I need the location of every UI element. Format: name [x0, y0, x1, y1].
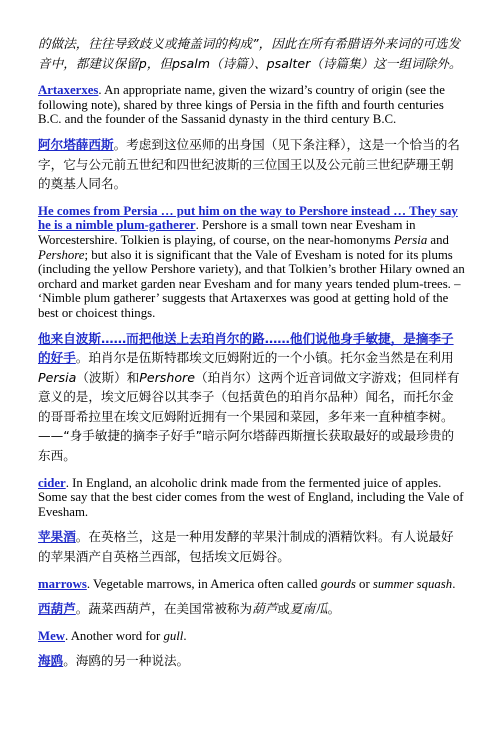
- marrows-zh-end: 。: [327, 601, 341, 617]
- intro-psalm: psalm: [171, 55, 210, 71]
- mew-zh: [38, 651, 466, 671]
- mew-zh-definition: 。海鸥的另一种说法。: [63, 653, 190, 669]
- intro-psalm-zh: （诗篇）、: [209, 55, 267, 71]
- intro-but: ，但: [146, 55, 172, 71]
- cider-zh-definition: 。在英格兰，这是一种用发酵的苹果汁制成的酒精饮料。有人说最好的苹果酒产自英格兰西部，包括埃文厄姆谷。: [38, 529, 454, 565]
- intro-psalter: psalter: [266, 55, 311, 71]
- marrows-zh-squash: 夏南瓜: [289, 601, 328, 617]
- mew-zh-link[interactable]: 海鸥: [38, 653, 64, 669]
- cider-en: [38, 476, 466, 520]
- mew-gull: gull: [163, 628, 184, 643]
- marrows-squash: summer squash: [372, 576, 453, 591]
- artaxerxes-en: [38, 83, 466, 127]
- intro-line-1: 的做法，往往导致歧义或掩盖词的构成”，因此在所有希腊语外来词的可选发: [38, 36, 461, 51]
- mew-en: [38, 629, 466, 644]
- mew-definition: . Another word for: [65, 628, 164, 643]
- cider-zh: [38, 527, 466, 566]
- marrows-zh-gourd: 葫芦: [252, 601, 278, 617]
- marrows-link[interactable]: marrows: [38, 576, 87, 591]
- pershore-en: [38, 204, 466, 321]
- cider-link[interactable]: cider: [38, 475, 66, 490]
- artaxerxes-definition: . An appropriate name, given the wizard’s country of origin (see the following note), shared by three kings of Persia in the fifth and fourth centuries B.C. and the founder of the Sassanid dynasty in the third century B.C.: [38, 83, 445, 127]
- pershore-zh-link[interactable]: 他来自波斯……而把他送上去珀肖尔的路……他们说他身手敏捷，是摘李子的好手: [38, 330, 454, 366]
- marrows-en: [38, 577, 466, 592]
- mew-end: .: [183, 628, 187, 643]
- marrows-gourds: gourds: [320, 576, 356, 591]
- marrows-zh-definition: 。蔬菜西葫芦，在美国常被称为: [75, 601, 253, 617]
- pershore-text-1: . Pershore is a small town near Evesham in Worcestershire. Tolkien is playing, of course, on the near-homonyms: [38, 218, 416, 247]
- pershore-link[interactable]: He comes from Persia … put him on the way to Pershore instead … They say he is a nimble plum-gatherer: [38, 203, 458, 233]
- pershore-zh-text-1: 。珀肖尔是伍斯特郡埃文厄姆附近的一个小镇。托尔金当然是在利用: [75, 350, 454, 366]
- cider-definition: . In England, an alcoholic drink made from the fermented juice of apples. Some say that the best cider comes from the west of England, including the Vale of Evesham.: [38, 475, 464, 519]
- pershore-zh-text-3: （珀肖尔）这两个近音词做文字游戏；但同样有意义的是，埃文厄姆谷以其李子（包括黄色的珀肖尔品种）闻名，而托尔金的哥哥希拉里在埃文厄姆附近拥有一个果园和菜园，多年来一直种植李树。——“身手敏捷的摘李子好手”暗示阿尔塔薛西斯擅长获取最好的或最珍贵的东西。: [38, 369, 460, 464]
- artaxerxes-zh-definition: 。考虑到这位巫师的出身国（见下条注释），这是一个恰当的名字，它与公元前五世纪和四世纪波斯的三位国王以及公元前三世纪萨珊王朝的奠基人同名。: [38, 136, 460, 192]
- marrows-zh: [38, 599, 466, 619]
- pershore-text-2: ; but also it is significant that the Vale of Evesham is noted for its plums (including the yellow Pershore variety), and that Tolkien’s brother Hilary owned an orchard and market garden near Evesham and for many years tended plum-trees. – ‘Nimble plum gatherer’ suggests that Artaxerxes was good at getting hold of the best or choicest things.: [38, 247, 465, 320]
- marrows-end: .: [452, 576, 456, 591]
- marrows-zh-or: 或: [277, 601, 290, 617]
- intro-letter-p: p: [138, 55, 147, 71]
- intro-line-2: 音中，都建议保留: [38, 55, 139, 71]
- artaxerxes-zh-link[interactable]: 阿尔塔薛西斯: [38, 136, 114, 152]
- pershore-zh-pershore: Pershore: [139, 369, 195, 385]
- pershore-pershore: Pershore: [38, 247, 85, 262]
- artaxerxes-zh: [38, 135, 466, 194]
- intro-paragraph: [38, 34, 466, 73]
- pershore-zh-text-2: （波斯）和: [76, 369, 140, 385]
- marrows-zh-link[interactable]: 西葫芦: [38, 601, 76, 617]
- pershore-persia: Persia: [393, 232, 428, 247]
- intro-psalter-zh: （诗篇集）这一组词除外。: [310, 55, 462, 71]
- artaxerxes-link[interactable]: Artaxerxes: [38, 83, 99, 98]
- mew-link[interactable]: Mew: [38, 628, 65, 643]
- pershore-and: and: [427, 232, 449, 247]
- marrows-definition: . Vegetable marrows, in America often called: [86, 576, 321, 591]
- document-page: [0, 34, 500, 740]
- pershore-zh: [38, 329, 466, 466]
- pershore-zh-persia: Persia: [38, 369, 77, 385]
- cider-zh-link[interactable]: 苹果酒: [38, 529, 76, 545]
- marrows-or: or: [355, 576, 373, 591]
